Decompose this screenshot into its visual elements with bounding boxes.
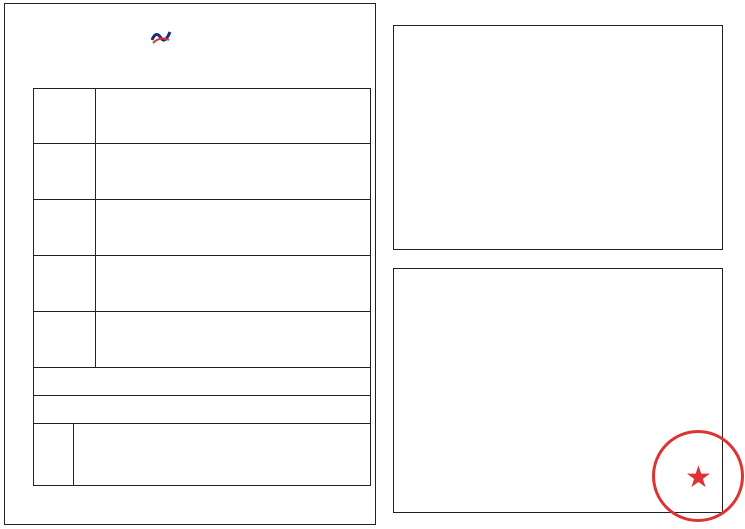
- market-label: [700, 118, 714, 168]
- company-seal: [652, 430, 744, 522]
- exhibition-label: [34, 89, 96, 143]
- floor-plan-lianyungang: [393, 25, 723, 250]
- finance-label: [34, 424, 74, 485]
- yunfeng-logo-icon: [150, 26, 172, 48]
- exhibition-label: [34, 200, 96, 255]
- exhibition-row-1: [33, 88, 371, 144]
- finance-hotline: [33, 424, 371, 486]
- exhibition-label: [34, 144, 96, 199]
- exhibition-row-5: [33, 312, 371, 368]
- exhibition-row-2: [33, 144, 371, 200]
- exhibition-row-4: [33, 256, 371, 312]
- contact-site-supervisor: [33, 396, 371, 424]
- exhibition-row-3: [33, 200, 371, 256]
- star-icon: ★: [685, 460, 712, 495]
- contact-manager: [33, 368, 371, 396]
- exhibition-label: [34, 312, 96, 367]
- exhibition-label: [34, 256, 96, 311]
